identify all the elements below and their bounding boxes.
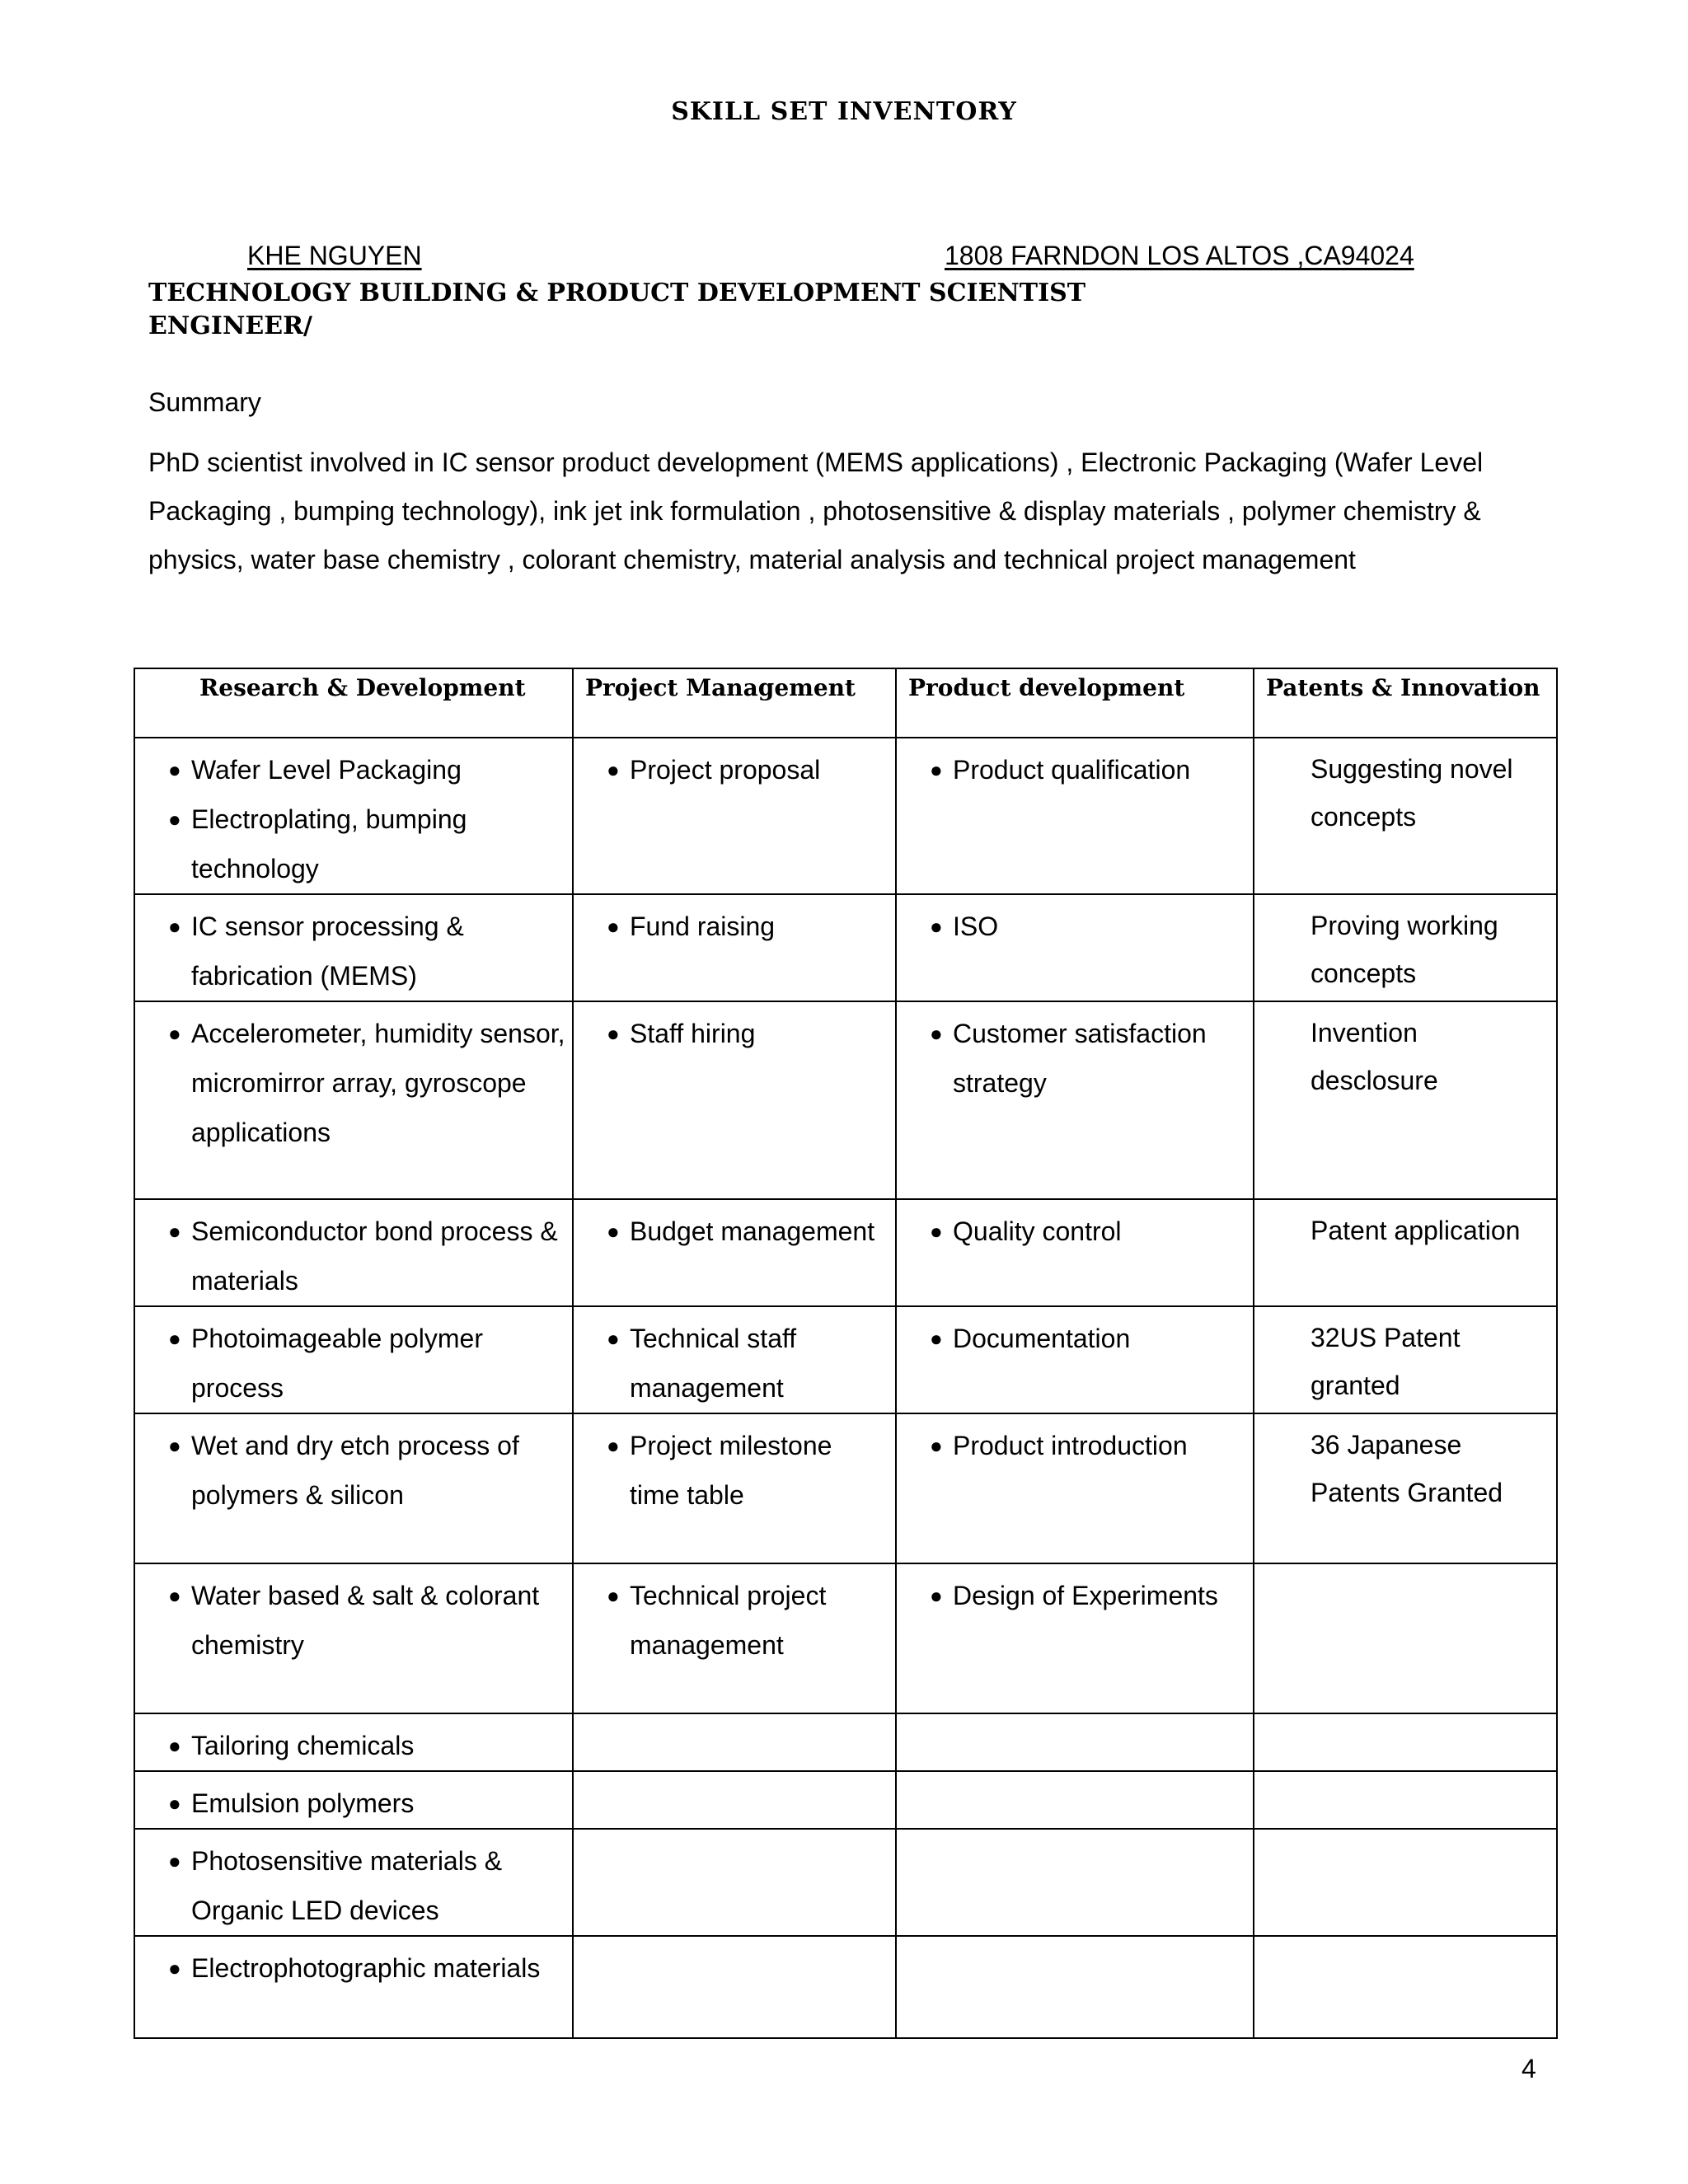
cell-content: [135, 1830, 572, 1935]
list-item-text: Electroplating, bumping technology: [191, 804, 467, 883]
cell-content: [897, 738, 1253, 794]
cell-content: [135, 738, 572, 893]
cell-research-development: [134, 1713, 573, 1771]
list-item: [580, 1009, 889, 1058]
cell-product-development: [896, 1936, 1254, 2038]
cell-content: [574, 1772, 895, 1779]
patent-text: [1254, 1772, 1556, 1779]
cell-content: [897, 1830, 1253, 1836]
skills-table: [134, 668, 1558, 2039]
list-item-text: Product qualification: [953, 755, 1191, 785]
cell-content: [574, 1830, 895, 1836]
cell-content: [897, 1414, 1253, 1470]
cell-research-development: [134, 894, 573, 1001]
list-item: [903, 1207, 1246, 1256]
cell-patents-innovation: [1254, 1199, 1557, 1306]
list-item: [580, 745, 889, 794]
cell-project-management: [573, 1413, 896, 1563]
list-item-text: Staff hiring: [630, 1019, 756, 1048]
patent-text: [1254, 1564, 1556, 1571]
list-item-text: Wafer Level Packaging: [191, 755, 462, 785]
cell-content: [574, 1200, 895, 1256]
cell-content: [897, 1564, 1253, 1620]
bullet-icon: ●: [607, 914, 620, 939]
skills-table-body: [134, 738, 1557, 2038]
header-project-management: Project Management: [573, 668, 896, 738]
list-item: [580, 1207, 889, 1256]
cell-content: [897, 1002, 1253, 1108]
cell-research-development: [134, 1563, 573, 1713]
cell-research-development: [134, 1413, 573, 1563]
table-row: [134, 1306, 1557, 1413]
bullet-icon: ●: [930, 914, 943, 939]
page-number: 4: [1522, 2054, 1536, 2083]
bullet-icon: ●: [168, 1733, 181, 1758]
cell-patents-innovation: [1254, 894, 1557, 1001]
patent-text: 32US Patent granted: [1311, 1323, 1461, 1400]
list-item: [142, 745, 565, 794]
cell-research-development: [134, 1936, 573, 2038]
cell-patents-innovation: [1254, 1771, 1557, 1829]
list-item: [142, 1943, 565, 1993]
cell-content: [574, 1564, 895, 1670]
table-row: [134, 1936, 1557, 2038]
cell-product-development: [896, 1001, 1254, 1199]
list-item-text: Project milestone time table: [630, 1431, 832, 1510]
list-item-text: Project proposal: [630, 755, 821, 785]
table-row: [134, 1001, 1557, 1199]
list-item-text: Quality control: [953, 1216, 1122, 1246]
cell-content: [574, 1002, 895, 1058]
list-item-text: Semiconductor bond process & materials: [191, 1216, 558, 1296]
cell-project-management: [573, 1936, 896, 2038]
patent-text: Patent application: [1311, 1216, 1521, 1245]
list-item: [903, 1571, 1246, 1620]
cell-project-management: [573, 894, 896, 1001]
cell-content: [135, 1414, 572, 1520]
list-item-text: Documentation: [953, 1324, 1131, 1353]
cell-product-development: [896, 1771, 1254, 1829]
cell-content: [135, 1714, 572, 1770]
table-row: [134, 1563, 1557, 1713]
cell-project-management: [573, 1829, 896, 1936]
cell-product-development: [896, 1306, 1254, 1413]
cell-product-development: [896, 1413, 1254, 1563]
cell-research-development: [134, 1771, 573, 1829]
list-item-text: Fund raising: [630, 912, 776, 941]
table-row: [134, 1713, 1557, 1771]
cell-content: [135, 1307, 572, 1413]
bullet-icon: ●: [930, 1326, 943, 1351]
list-item-text: Budget management: [630, 1216, 875, 1246]
table-row: [134, 1199, 1557, 1306]
cell-project-management: [573, 1563, 896, 1713]
skills-table-header-row: [134, 668, 1557, 738]
cell-patents-innovation: [1254, 1713, 1557, 1771]
table-row: [134, 738, 1557, 894]
list-item-text: Tailoring chemicals: [191, 1731, 415, 1760]
cell-content: [897, 1937, 1253, 1943]
bullet-icon: ●: [930, 1583, 943, 1608]
bullet-icon: ●: [168, 1021, 181, 1046]
cell-project-management: [573, 1199, 896, 1306]
patent-text: [1254, 1830, 1556, 1836]
document-title: SKILL SET INVENTORY: [671, 97, 1017, 126]
list-item-text: IC sensor processing & fabrication (MEMS): [191, 912, 464, 991]
bullet-icon: ●: [930, 757, 943, 782]
list-item-text: Design of Experiments: [953, 1581, 1218, 1610]
bullet-icon: ●: [168, 1956, 181, 1980]
role-title-line-2: ENGINEER/: [148, 312, 312, 340]
table-row: [134, 894, 1557, 1001]
cell-product-development: [896, 894, 1254, 1001]
cell-product-development: [896, 1713, 1254, 1771]
cell-content: [897, 1772, 1253, 1779]
list-item-text: Technical project management: [630, 1581, 827, 1660]
bullet-icon: ●: [607, 1433, 620, 1458]
header-product-development: Product development: [896, 668, 1254, 738]
cell-product-development: [896, 738, 1254, 894]
cell-content: [897, 1200, 1253, 1256]
list-item: [142, 1721, 565, 1770]
patent-text: [1254, 1937, 1556, 1943]
cell-content: [135, 1772, 572, 1828]
bullet-icon: ●: [168, 757, 181, 782]
cell-product-development: [896, 1829, 1254, 1936]
cell-content: [135, 1200, 572, 1305]
list-item: [142, 1009, 565, 1157]
cell-content: [897, 1714, 1253, 1721]
bullet-icon: ●: [168, 914, 181, 939]
list-item-text: Emulsion polymers: [191, 1788, 415, 1818]
bullet-icon: ●: [607, 1583, 620, 1608]
cell-content: [897, 895, 1253, 951]
list-item-text: Product introduction: [953, 1431, 1188, 1460]
list-item: [142, 1314, 565, 1413]
list-item-text: Water based & salt & colorant chemistry: [191, 1581, 540, 1660]
header-research-development: Research & Development: [134, 668, 573, 738]
cell-research-development: [134, 1306, 573, 1413]
bullet-icon: ●: [168, 1583, 181, 1608]
cell-patents-innovation: [1254, 738, 1557, 894]
bullet-icon: ●: [168, 1219, 181, 1244]
list-item: [142, 1779, 565, 1828]
bullet-icon: ●: [607, 1219, 620, 1244]
list-item: [903, 1314, 1246, 1363]
bullet-icon: ●: [168, 807, 181, 832]
cell-patents-innovation: [1254, 1829, 1557, 1936]
cell-research-development: [134, 1001, 573, 1199]
cell-research-development: [134, 1199, 573, 1306]
bullet-icon: ●: [168, 1326, 181, 1351]
table-row: [134, 1829, 1557, 1936]
cell-content: [574, 1414, 895, 1520]
cell-content: [574, 895, 895, 951]
patent-text: [1254, 1714, 1556, 1721]
list-item: [142, 1571, 565, 1670]
cell-research-development: [134, 1829, 573, 1936]
cell-project-management: [573, 1001, 896, 1199]
list-item-text: Wet and dry etch process of polymers & silicon: [191, 1431, 519, 1510]
bullet-icon: ●: [930, 1219, 943, 1244]
bullet-icon: ●: [168, 1433, 181, 1458]
list-item-text: ISO: [953, 912, 999, 941]
list-item-text: Accelerometer, humidity sensor, micromirror array, gyroscope applications: [191, 1019, 565, 1147]
list-item: [903, 1421, 1246, 1470]
cell-content: [574, 1937, 895, 1943]
patent-text: Suggesting novel concepts: [1311, 754, 1513, 832]
list-item: [580, 1571, 889, 1670]
cell-content: [574, 1714, 895, 1721]
list-item: [580, 1314, 889, 1413]
summary-text: PhD scientist involved in IC sensor product development (MEMS applications) , Electronic Packaging (Wafer Level Packaging , bumping technology), ink jet ink formulation , photosensitive & display materials , polymer chemistry & physics, water base chemistry , colorant chemistry, material analysis and technical project management: [148, 448, 1484, 574]
cell-product-development: [896, 1563, 1254, 1713]
list-item-text: Electrophotographic materials: [191, 1953, 541, 1983]
cell-project-management: [573, 1771, 896, 1829]
cell-product-development: [896, 1199, 1254, 1306]
cell-project-management: [573, 738, 896, 894]
list-item-text: Photosensitive materials & Organic LED devices: [191, 1846, 503, 1925]
patent-text: Proving working concepts: [1311, 911, 1498, 988]
applicant-name: KHE NGUYEN: [247, 241, 422, 270]
cell-content: [135, 1002, 572, 1157]
bullet-icon: ●: [930, 1021, 943, 1046]
cell-patents-innovation: [1254, 1306, 1557, 1413]
list-item: [142, 794, 565, 893]
list-item: [142, 902, 565, 1001]
bullet-icon: ●: [607, 757, 620, 782]
bullet-icon: ●: [607, 1326, 620, 1351]
list-item: [903, 1009, 1246, 1108]
bullet-icon: ●: [607, 1021, 620, 1046]
summary-heading: Summary: [148, 387, 261, 417]
cell-content: [574, 738, 895, 794]
list-item: [142, 1207, 565, 1305]
cell-research-development: [134, 738, 573, 894]
bullet-icon: ●: [168, 1791, 181, 1816]
list-item: [142, 1421, 565, 1520]
cell-content: [574, 1307, 895, 1413]
applicant-address: 1808 FARNDON LOS ALTOS ,CA94024: [945, 241, 1414, 270]
cell-project-management: [573, 1713, 896, 1771]
list-item-text: Photoimageable polymer process: [191, 1324, 483, 1403]
bullet-icon: ●: [168, 1849, 181, 1873]
cell-project-management: [573, 1306, 896, 1413]
cell-content: [897, 1307, 1253, 1363]
list-item: [580, 1421, 889, 1520]
list-item: [580, 902, 889, 951]
list-item-text: Customer satisfaction strategy: [953, 1019, 1207, 1098]
table-row: [134, 1771, 1557, 1829]
table-row: [134, 1413, 1557, 1563]
cell-patents-innovation: [1254, 1413, 1557, 1563]
cell-patents-innovation: [1254, 1563, 1557, 1713]
cell-content: [135, 895, 572, 1001]
cell-content: [135, 1937, 572, 1993]
role-title-line-1: TECHNOLOGY BUILDING & PRODUCT DEVELOPMENT SCIENTIST: [148, 279, 1086, 307]
cell-patents-innovation: [1254, 1001, 1557, 1199]
list-item: [142, 1836, 565, 1935]
role-title: [148, 277, 1220, 343]
patent-text: 36 Japanese Patents Granted: [1311, 1430, 1503, 1507]
bullet-icon: ●: [930, 1433, 943, 1458]
cell-patents-innovation: [1254, 1936, 1557, 2038]
patent-text: Invention desclosure: [1311, 1018, 1438, 1095]
list-item: [903, 745, 1246, 794]
list-item-text: Technical staff management: [630, 1324, 797, 1403]
header-patents-innovation: Patents & Innovation: [1254, 668, 1557, 738]
cell-content: [135, 1564, 572, 1670]
list-item: [903, 902, 1246, 951]
